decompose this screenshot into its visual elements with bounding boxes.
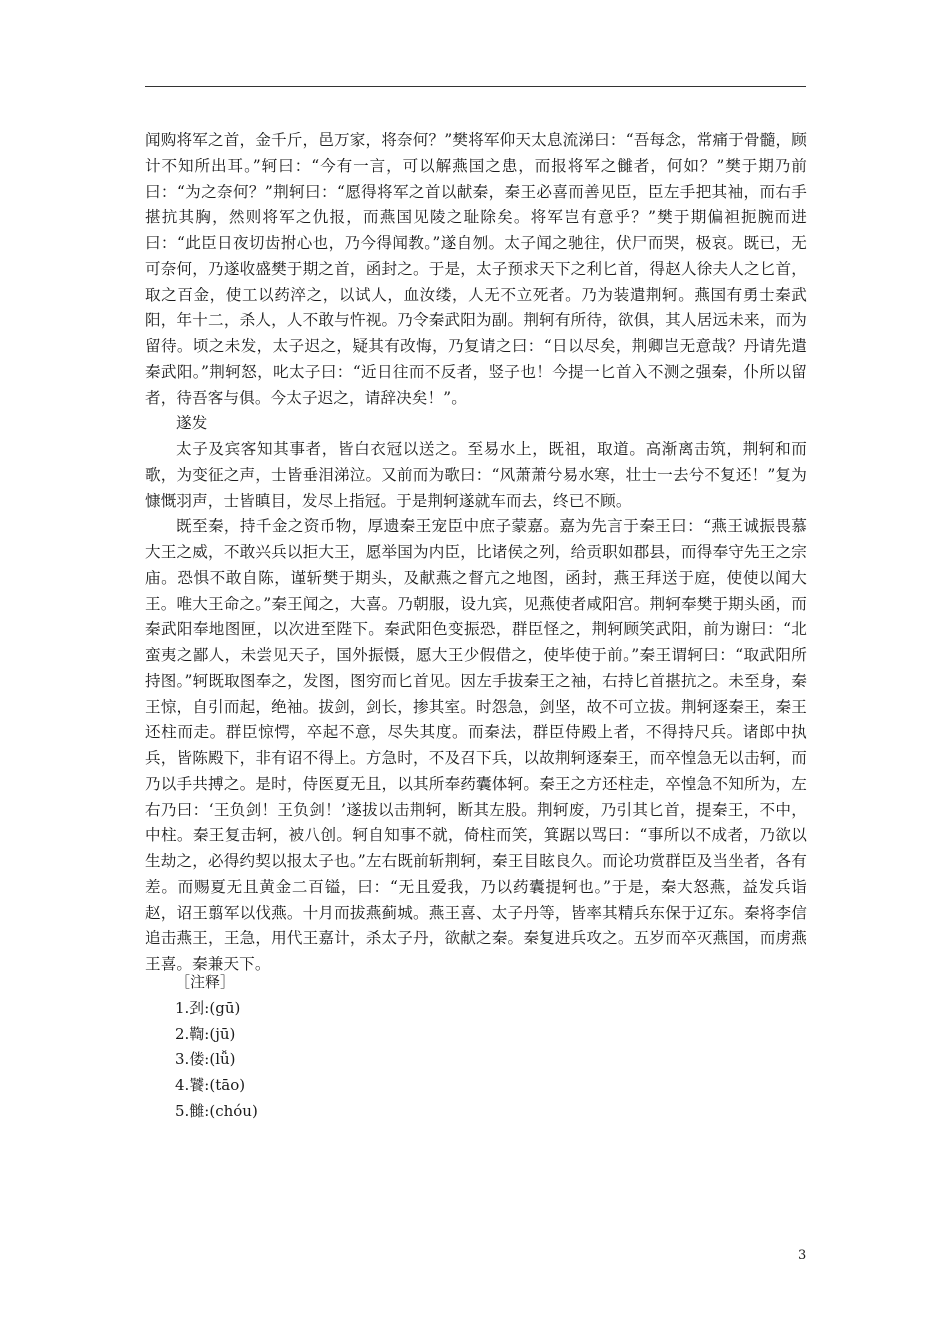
notes-section [175,970,258,1125]
section-heading: 遂发 [176,414,208,433]
paragraph: 既至秦，持千金之资币物，厚遗秦王宠臣中庶子蒙嘉。嘉为先言于秦王曰：“燕王诚振畏慕大王之威，不敢兴兵以拒大王，愿举国为内臣，比诸侯之列，给贡职如郡县，而得奉守先王之宗庙。恐惧不敢自陈，谨斩樊于期头，及献燕之督亢之地图，函封，燕王拜送于庭，使使以闻大王。唯大王命之。”秦王闻之，大喜。乃朝服，设九宾，见燕使者咸阳宫。荆轲奉樊于期头函，而秦武阳奉地图匣，以次进至陛下。秦武阳色变振恐，群臣怪之，荆轲顾笑武阳，前为谢曰：“北蛮夷之鄙人，未尝见天子，国外振慑，愿大王少假借之，使毕使于前。”秦王谓轲曰：“取武阳所持图。”轲既取图奉之，发图，图穷而匕首见。因左手拔秦王之袖，右持匕首揕抗之。未至身，秦王惊，自引而起，绝袖。拔剑，剑长，掺其室。时怨急，剑坚，故不可立拔。荆轲逐秦王，秦王还柱而走。群臣惊愕，卒起不意，尽失其度。而秦法，群臣侍殿上者，不得持尺兵。诸郎中执兵，皆陈殿下，非有诏不得上。方急时，不及召下兵，以故荆轲逐秦王，而卒惶急无以击轲，而乃以手共搏之。是时，侍医夏无且，以其所奉药囊体轲。秦王之方还柱走，卒惶急不知所为，左右乃曰：‘王负剑！王负剑！’遂拔以击荆轲，断其左股。荆轲废，乃引其匕首，提秦王，不中，中柱。秦王复击轲，被八创。轲自知事不就，倚柱而笑，箕踞以骂曰：“事所以不成者，乃欲以生劫之，必得约契以报太子也。”左右既前斩荆轲，秦王目眩良久。而论功赏群臣及当坐者，各有差。而赐夏无且黄金二百镒，曰：“无且爱我，乃以药囊提轲也。”于是，秦大怒燕，益发兵诣赵，诏王翦军以伐燕。十月而拔燕蓟城。燕王喜、太子丹等，皆率其精兵东保于辽东。秦将李信追击燕王，王急，用代王嘉计，杀太子丹，欲献之秦。秦复进兵攻之。五岁而卒灭燕国，而虏燕王喜。秦兼天下。 [145,517,807,973]
paragraph: 闻购将军之首，金千斤，邑万家，将奈何？”樊将军仰天太息流涕曰：“吾每念，常痛于骨髓，顾计不知所出耳。”轲曰：“今有一言，可以解燕国之患，而报将军之雠者，何如？”樊于期乃前曰：“为之奈何？”荆轲曰：“愿得将军之首以献秦，秦王必喜而善见臣，臣左手把其袖，而右手揕抗其胸，然则将军之仇报，而燕国见陵之耻除矣。将军岂有意乎？”樊于期偏袒扼腕而进曰：“此臣日夜切齿拊心也，乃今得闻教。”遂自刎。太子闻之驰往，伏尸而哭，极哀。既已，无可奈何，乃遂收盛樊于期之首，函封之。于是，太子预求天下之利匕首，得赵人徐夫人之匕首，取之百金，使工以药淬之，以试人，血汝缕，人无不立死者。乃为装遣荆轲。燕国有勇士秦武阳，年十二，杀人，人不敢与忤视。乃令秦武阳为副。荆轲有所待，欲俱，其人居远未来，而为留待。顷之未发，太子迟之，疑其有改悔，乃复请之曰：“日以尽矣，荆卿岂无意哉？丹请先遣秦武阳。”荆轲怒，叱太子曰：“近日往而不反者，竖子也！今提一匕首入不测之强秦，仆所以留者，待吾客与俱。今太子迟之，请辞决矣！”。 [145,131,807,407]
header-rule [145,86,806,87]
note-item: 3.偻:(lǚ) [175,1050,236,1069]
paragraph: 太子及宾客知其事者，皆白衣冠以送之。至易水上，既祖，取道。高渐离击筑，荆轲和而歌，为变征之声，士皆垂泪涕泣。又前而为歌曰：“风萧萧兮易水寒，壮士一去兮不复还！”复为慷慨羽声，士皆瞋目，发尽上指冠。于是荆轲遂就车而去，终已不顾。 [145,440,807,510]
note-item: 2.鞫:(jū) [175,1024,236,1043]
note-item: 1.刭:(gū) [175,998,241,1017]
body-text [145,128,807,978]
note-item: 4.饕:(tāo) [175,1076,246,1094]
note-item: 5.雠:(chóu) [175,1101,258,1120]
notes-title: ［注释］ [175,973,236,991]
page-number: 3 [798,1248,807,1263]
